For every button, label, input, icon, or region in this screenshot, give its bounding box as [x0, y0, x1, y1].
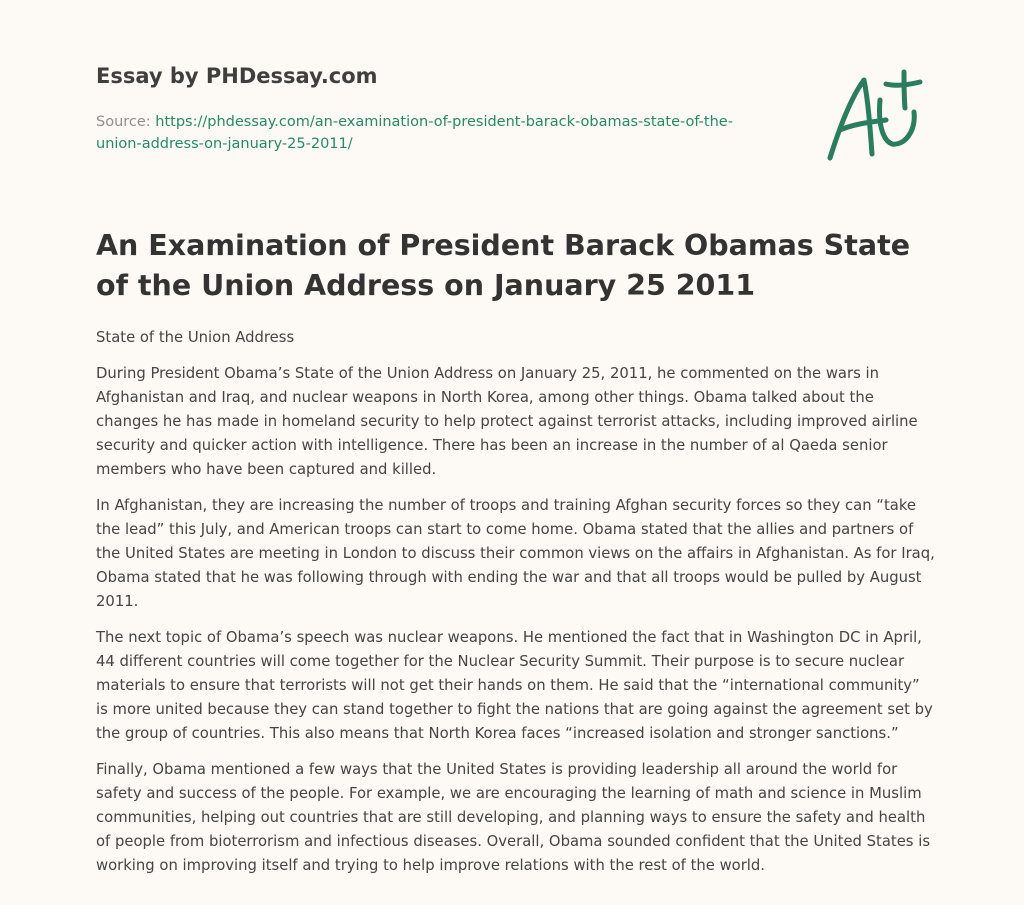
essay-title: An Examination of President Barack Obamas State of the Union Address on January 25 2011	[96, 229, 911, 302]
source-link-line2: union-address-on-january-25-2011/	[96, 136, 353, 152]
source-link-line1: https://phdessay.com/an-examination-of-president-barack-obamas-state-of-the-	[155, 114, 733, 130]
essay-paragraph: In Afghanistan, they are increasing the number of troops and training Afghan security forces so they can “take the lead” this July, and American troops can start to come home. Obama stated that the allies and partners of the United States are meeting in London to discuss their common views on the affairs in Afghanistan. As for Iraq, Obama stated that he was following through with ending the war and that all troops would be pulled by August 2011.	[96, 497, 935, 610]
a-plus-grade-icon	[820, 66, 932, 166]
source-line	[96, 111, 796, 155]
essay-paragraph: Finally, Obama mentioned a few ways that the United States is providing leadership all around the world for safety and success of the people. For example, we are encouraging the learning of math and science in Muslim communities, helping out countries that are still developing, and planning ways to ensure the safety and health of people from bioterrorism and infectious diseases. Overall, Obama sounded confident that the United States is working on improving itself and trying to help improve relations with the rest of the world.	[96, 761, 931, 874]
essay-paragraph: The next topic of Obama’s speech was nuclear weapons. He mentioned the fact that in Washington DC in April, 44 different countries will come together for the Nuclear Security Summit. Their purpose is to secure nuclear materials to ensure that terrorists will not get their hands on them. He said that the “international community” is more united because they can stand together to fight the nations that are going against the agreement set by the group of countries. This also means that North Korea faces “increased isolation and stronger sanctions.”	[96, 629, 933, 742]
essay-paragraph: During President Obama’s State of the Union Address on January 25, 2011, he commented on the wars in Afghanistan and Iraq, and nuclear weapons in North Korea, among other things. Obama talked about the changes he has made in homeland security to help protect against terrorist attacks, including improved airline security and quicker action with intelligence. There has been an increase in the number of al Qaeda senior members who have been captured and killed.	[96, 365, 918, 478]
source-link[interactable]	[96, 114, 733, 152]
essay-subtitle: State of the Union Address	[96, 329, 295, 346]
source-label: Source:	[96, 114, 156, 130]
essay-body	[96, 326, 936, 890]
site-brand: Essay by PHDessay.com	[96, 64, 378, 88]
